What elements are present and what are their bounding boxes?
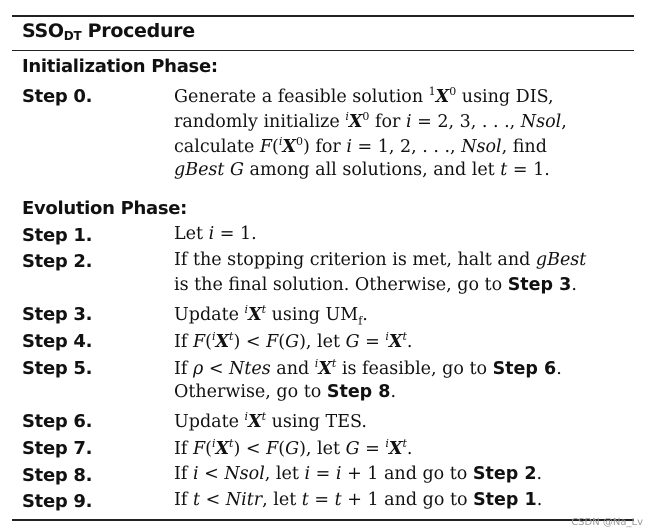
step-6-text: Update $^iX^t$ using TES. bbox=[174, 410, 367, 432]
step-8-text: If i < Nsol, let i = i + 1 and go to Step 2. bbox=[174, 464, 543, 484]
step-9-label: Step 9. bbox=[22, 491, 93, 512]
table-header-rule bbox=[12, 50, 634, 51]
step-2-line-1: If the stopping criterion is met, halt and gBest bbox=[174, 250, 587, 270]
step-5-line-1: If ρ < Ntes and $^iX^t$ is feasible, go to Step 6. bbox=[174, 357, 562, 379]
step-5-label: Step 5. bbox=[22, 358, 93, 379]
step-1-text: Let i = 1. bbox=[174, 224, 257, 244]
step-7-text: If $F(^iX^t) < F(G)$, let $G = ^iX^t$. bbox=[174, 437, 413, 459]
step-6-label: Step 6. bbox=[22, 411, 93, 432]
step-0-line-4: gBest G among all solutions, and let t = 1. bbox=[174, 160, 550, 180]
table-top-rule bbox=[12, 15, 634, 17]
step-3-text: Update $^iX^t$ using $UM_f$. bbox=[174, 303, 368, 328]
step-2-line-2: is the final solution. Otherwise, go to Step 3. bbox=[174, 275, 577, 295]
step-0-line-2: randomly initialize $^iX^0$ for i = 2, 3, . . ., Nsol, bbox=[174, 110, 567, 132]
step-0-line-3: calculate $F(^iX^0)$ for i = 1, 2, . . ., Nsol, find bbox=[174, 135, 547, 157]
step-2-label: Step 2. bbox=[22, 251, 93, 272]
step-4-text: If $F(^iX^t) < F(G)$, let $G = ^iX^t$. bbox=[174, 330, 413, 352]
step-1-label: Step 1. bbox=[22, 225, 93, 246]
step-7-label: Step 7. bbox=[22, 438, 93, 459]
phase-initialization: Initialization Phase: bbox=[22, 56, 218, 77]
step-5-line-2: Otherwise, go to Step 8. bbox=[174, 382, 397, 402]
table-title: $SSO_{DT}$ Procedure bbox=[22, 20, 195, 43]
table-bottom-rule bbox=[12, 519, 634, 521]
step-4-label: Step 4. bbox=[22, 331, 93, 352]
watermark: CSDN @Na_Lv bbox=[571, 517, 643, 528]
step-3-label: Step 3. bbox=[22, 304, 93, 325]
step-0-line-1: Generate a feasible solution $^1X^0$ using DIS, bbox=[174, 85, 554, 107]
step-9-text: If t < Nitr, let t = t + 1 and go to Step 1. bbox=[174, 490, 543, 510]
phase-evolution: Evolution Phase: bbox=[22, 198, 188, 219]
step-8-label: Step 8. bbox=[22, 465, 93, 486]
step-0-label: Step 0. bbox=[22, 86, 93, 107]
